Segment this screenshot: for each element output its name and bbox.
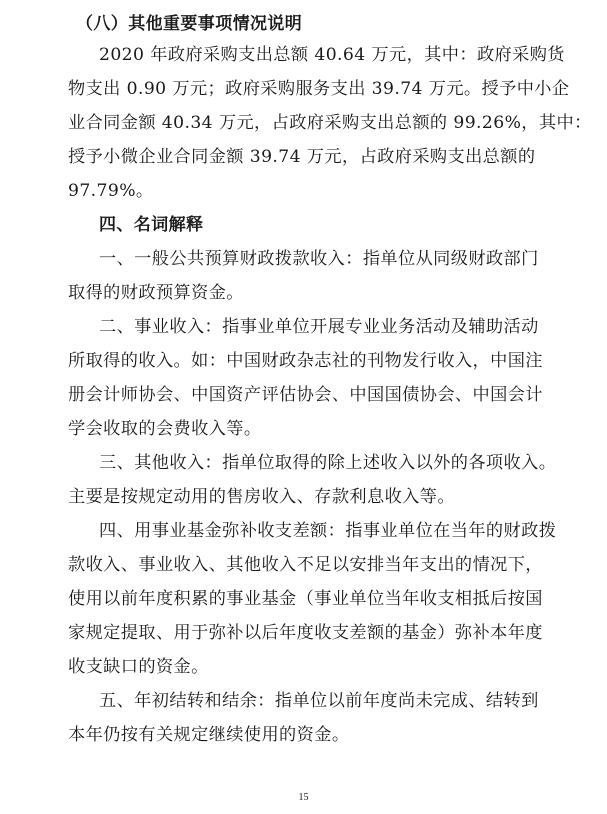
term-4-line: 收支缺口的资金。 [68,657,209,677]
paragraph-line: 97.79%。 [68,181,154,201]
term-2-line: 二、事业收入：指事业单位开展专业业务活动及辅助活动 [99,317,539,337]
term-1-line: 一、一般公共预算财政拨款收入：指单位从同级财政部门 [99,249,539,269]
paragraph-line: 授予小微企业合同金额 39.74 万元，占政府采购支出总额的 [68,147,536,167]
term-4-line: 四、用事业基金弥补收支差额：指事业单位在当年的财政拨 [99,521,557,541]
term-3-line: 主要是按规定动用的售房收入、存款利息收入等。 [68,487,455,507]
paragraph-line: 业合同金额 40.34 万元，占政府采购支出总额的 99.26%，其中： [68,113,592,133]
term-4-line: 使用以前年度积累的事业基金（事业单位当年收支相抵后按国 [68,589,543,609]
term-5-line: 本年仍按有关规定继续使用的资金。 [68,725,350,745]
term-4-line: 款收入、事业收入、其他收入不足以安排当年支出的情况下， [68,555,543,575]
term-1-line: 取得的财政预算资金。 [68,283,244,303]
term-3-line: 三、其他收入：指单位取得的除上述收入以外的各项收入。 [99,453,557,473]
section-8-heading: （八）其他重要事项情况说明 [76,14,303,34]
page-number: 15 [298,792,309,803]
paragraph-line: 2020 年政府采购支出总额 40.64 万元，其中：政府采购货 [99,45,565,65]
term-2-line: 学会收取的会费收入等。 [68,419,262,439]
term-4-line: 家规定提取、用于弥补以后年度收支差额的基金）弥补本年度 [68,623,543,643]
term-2-line: 册会计师协会、中国资产评估协会、中国国债协会、中国会计 [68,385,543,405]
term-5-line: 五、年初结转和结余：指单位以前年度尚未完成、结转到 [99,691,539,711]
term-2-line: 所取得的收入。如：中国财政杂志社的刊物发行收入，中国注 [68,351,543,371]
paragraph-line: 物支出 0.90 万元；政府采购服务支出 39.74 万元。授予中小企 [68,79,570,99]
section-4-heading: 四、名词解释 [99,215,204,235]
